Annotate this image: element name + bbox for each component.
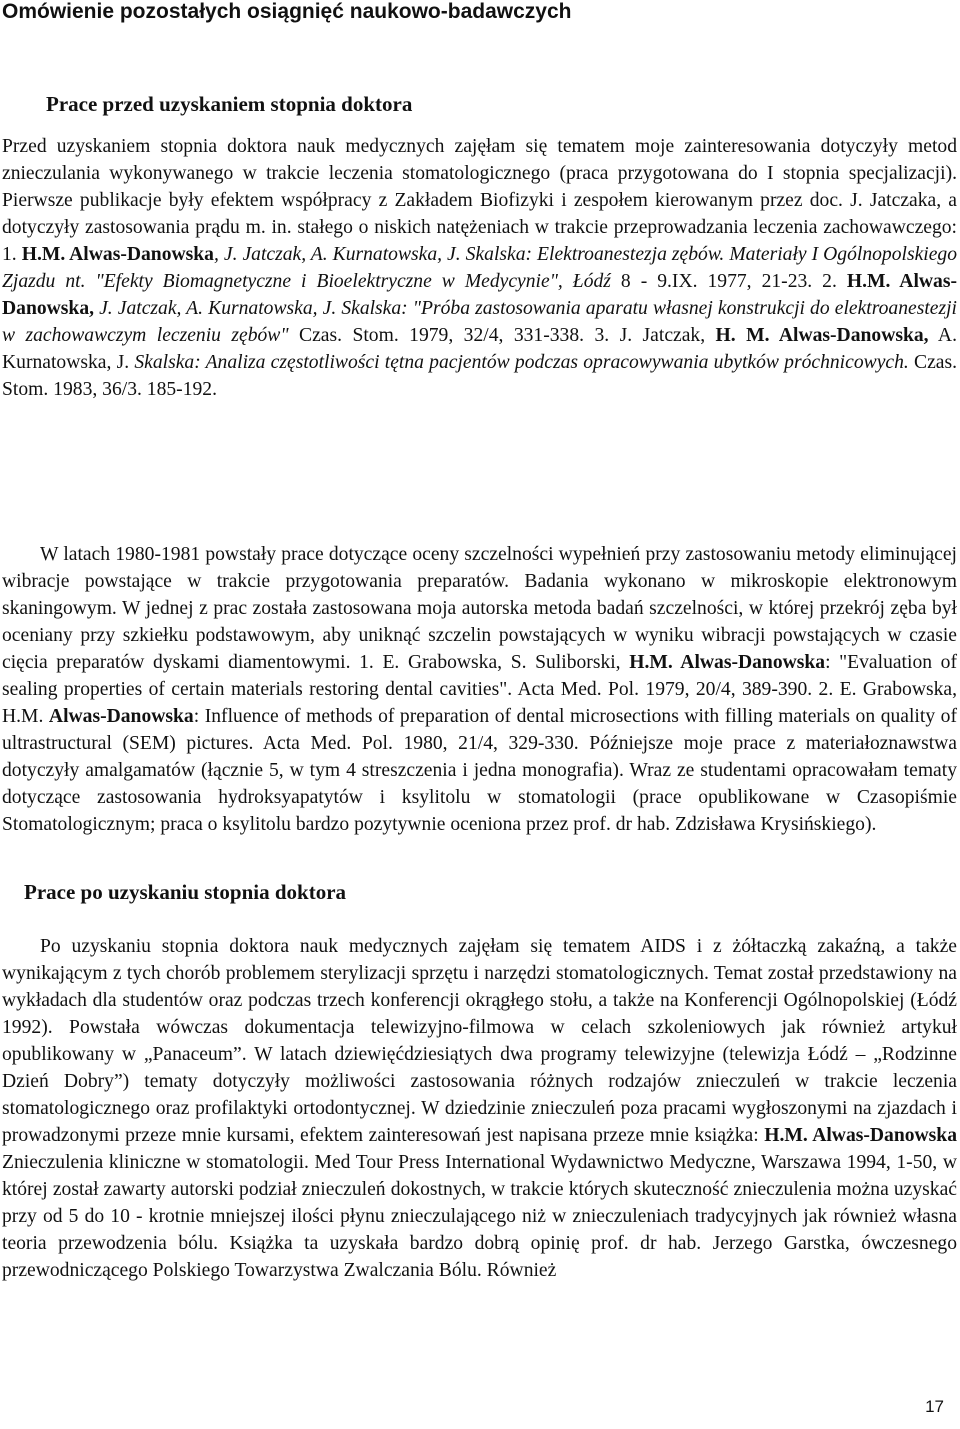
text-span: Czas. Stom. 1979, 32/4, 331-338. 3. J. Jatczak,	[288, 325, 716, 346]
author-name: H.M. Alwas-Danowska	[21, 244, 214, 265]
text-span: Po uzyskaniu stopnia doktora nauk medycznych zajęłam się tematem AIDS i z żółtaczką zakaźną, a także wynikającym z tych chorób problemem sterylizacji sprzętu i narzędzi stomatologicznych. Temat został przedstawiony na wykładach dla studentów oraz podczas trzech konferencji okrągłego stołu, a także na Konferencji Ogólnopolskiej (Łódź 1992). Powstała wówczas dokumentacja telewizyjno-filmowa w celach szkoleniowych jak również artykuł opublikowany w „Panaceum”. W latach dziewięćdziesiątych dwa programy telewizyjne (telewizja Łódź – „Rodzinne Dzień Dobry”) tematy dotyczyły możliwości zastosowania różnych rodzajów znieczuleń w trakcie leczenia stomatologicznego oraz profilaktyki ortodontycznej. W dziedzinie znieczuleń poza pracami wygłoszonymi na zjazdach i prowadzonymi przeze mnie kursami, efektem zainteresowań jest napisana przeze mnie książka:	[2, 936, 957, 1146]
page-number: 17	[925, 1397, 944, 1416]
paragraph-after-doctorate-1	[2, 933, 957, 1284]
author-name: H.M. Alwas-Danowska	[764, 1125, 957, 1146]
reference-text: Skalska: Analiza częstotliwości tętna pacjentów podczas opracowywania ubytków próchnicowych.	[134, 352, 909, 373]
section-heading-after-doctorate: Prace po uzyskaniu stopnia doktora	[24, 880, 347, 904]
text-span: 8 - 9.IX. 1977, 21-23. 2.	[610, 271, 847, 292]
author-name: Alwas-Danowska	[48, 706, 194, 727]
author-name: H.M. Alwas-Danowska,	[2, 271, 957, 319]
text-span: Czas. Stom. 1983, 36/3. 185-192.	[2, 352, 957, 400]
text-span: A. Kurnatowska, J.	[2, 325, 957, 373]
text-span: : Influence of methods of preparation of dental microsections with filling materials on quality of ultrastructural (SEM) pictures. Acta Med. Pol. 1980, 21/4, 329-330. Późniejsze moje prace z materiałoznawstwa dotyczyły amalgamatów (łącznie 5, w tym 4 streszczenia i jedna monografia). Wraz ze studentami opracowałam tematy dotyczące zastosowania hydroksyapatytów i ksylitolu w stomatologii (prace opublikowane w Czasopiśmie Stomatologicznym; praca o ksylitolu bardzo pozytywnie oceniona przez prof. dr hab. Zdzisława Krysińskiego).	[2, 706, 957, 835]
text-span: : "Evaluation of sealing properties of certain materials restoring dental cavities". Acta Med. Pol. 1979, 20/4, 389-390. 2. E. Grabowska, H.M.	[2, 652, 957, 727]
paragraph-before-doctorate-1	[2, 133, 957, 403]
author-name: H. M. Alwas-Danowska,	[715, 325, 929, 346]
paragraph-before-doctorate-2	[2, 541, 957, 838]
reference-text: J. Jatczak, A. Kurnatowska, J. Skalska: "Próba zastosowania aparatu własnej konstrukcji do elektroanestezji w zachowawczym leczeniu zębów"	[2, 298, 957, 346]
author-name: H.M. Alwas-Danowska	[629, 652, 826, 673]
text-span: Przed uzyskaniem stopnia doktora nauk medycznych zajęłam się tematem moje zainteresowania dotyczyły metod znieczulania wykonywanego w trakcie leczenia stomatologicznego (praca przygotowana do I stopnia specjalizacji). Pierwsze publikacje były efektem współpracy z Zakładem Biofizyki i zespołem kierowanym przez doc. J. Jatczaka, a dotyczyły zastosowania prądu m. in. stałego o niskich natężeniach w trakcie przeprowadzania leczenia zachowawczego: 1.	[2, 136, 957, 265]
text-span: W latach 1980-1981 powstały prace dotyczące oceny szczelności wypełnień przy zastosowaniu metody eliminującej wibracje powstające w trakcie przygotowania preparatów. Badania wykonano w mikroskopie elektronowym skaningowym. W jednej z prac została zastosowana moja autorska metoda badań szczelności, w której przekrój zęba był oceniany przy szkiełku podstawowym, aby uniknąć szczelin powstających w wyniku wibracji powstających w czasie cięcia preparatów dyskami diamentowymi. 1. E. Grabowska, S. Suliborski,	[2, 544, 957, 673]
text-span: Znieczulenia kliniczne w stomatologii. Med Tour Press International Wydawnictwo Medyczne, Warszawa 1994, 1-50, w której został zawarty autorski podział znieczuleń dokostnych, w trakcie których skuteczność znieczulenia można uzyskać przy od 5 do 10 - krotnie mniejszej ilości płynu znieczulającego niż w znieczuleniach tradycyjnych jak również własna teoria przewodzenia bólu. Książka ta uzyskała bardzo dobrą opinię prof. dr hab. Jerzego Garstka, ówczesnego przewodniczącego Polskiego Towarzystwa Zwalczania Bólu. Również	[2, 1152, 957, 1281]
reference-text: , J. Jatczak, A. Kurnatowska, J. Skalska: Elektroanestezja zębów. Materiały I Ogólnopolskiego Zjazdu nt. "Efekty Biomagnetyczne i Bioelektryczne w Medycynie", Łódź	[2, 244, 958, 292]
section-heading-before-doctorate: Prace przed uzyskaniem stopnia doktora	[46, 92, 413, 116]
page-title: Omówienie pozostałych osiągnięć naukowo-badawczych	[2, 0, 572, 23]
